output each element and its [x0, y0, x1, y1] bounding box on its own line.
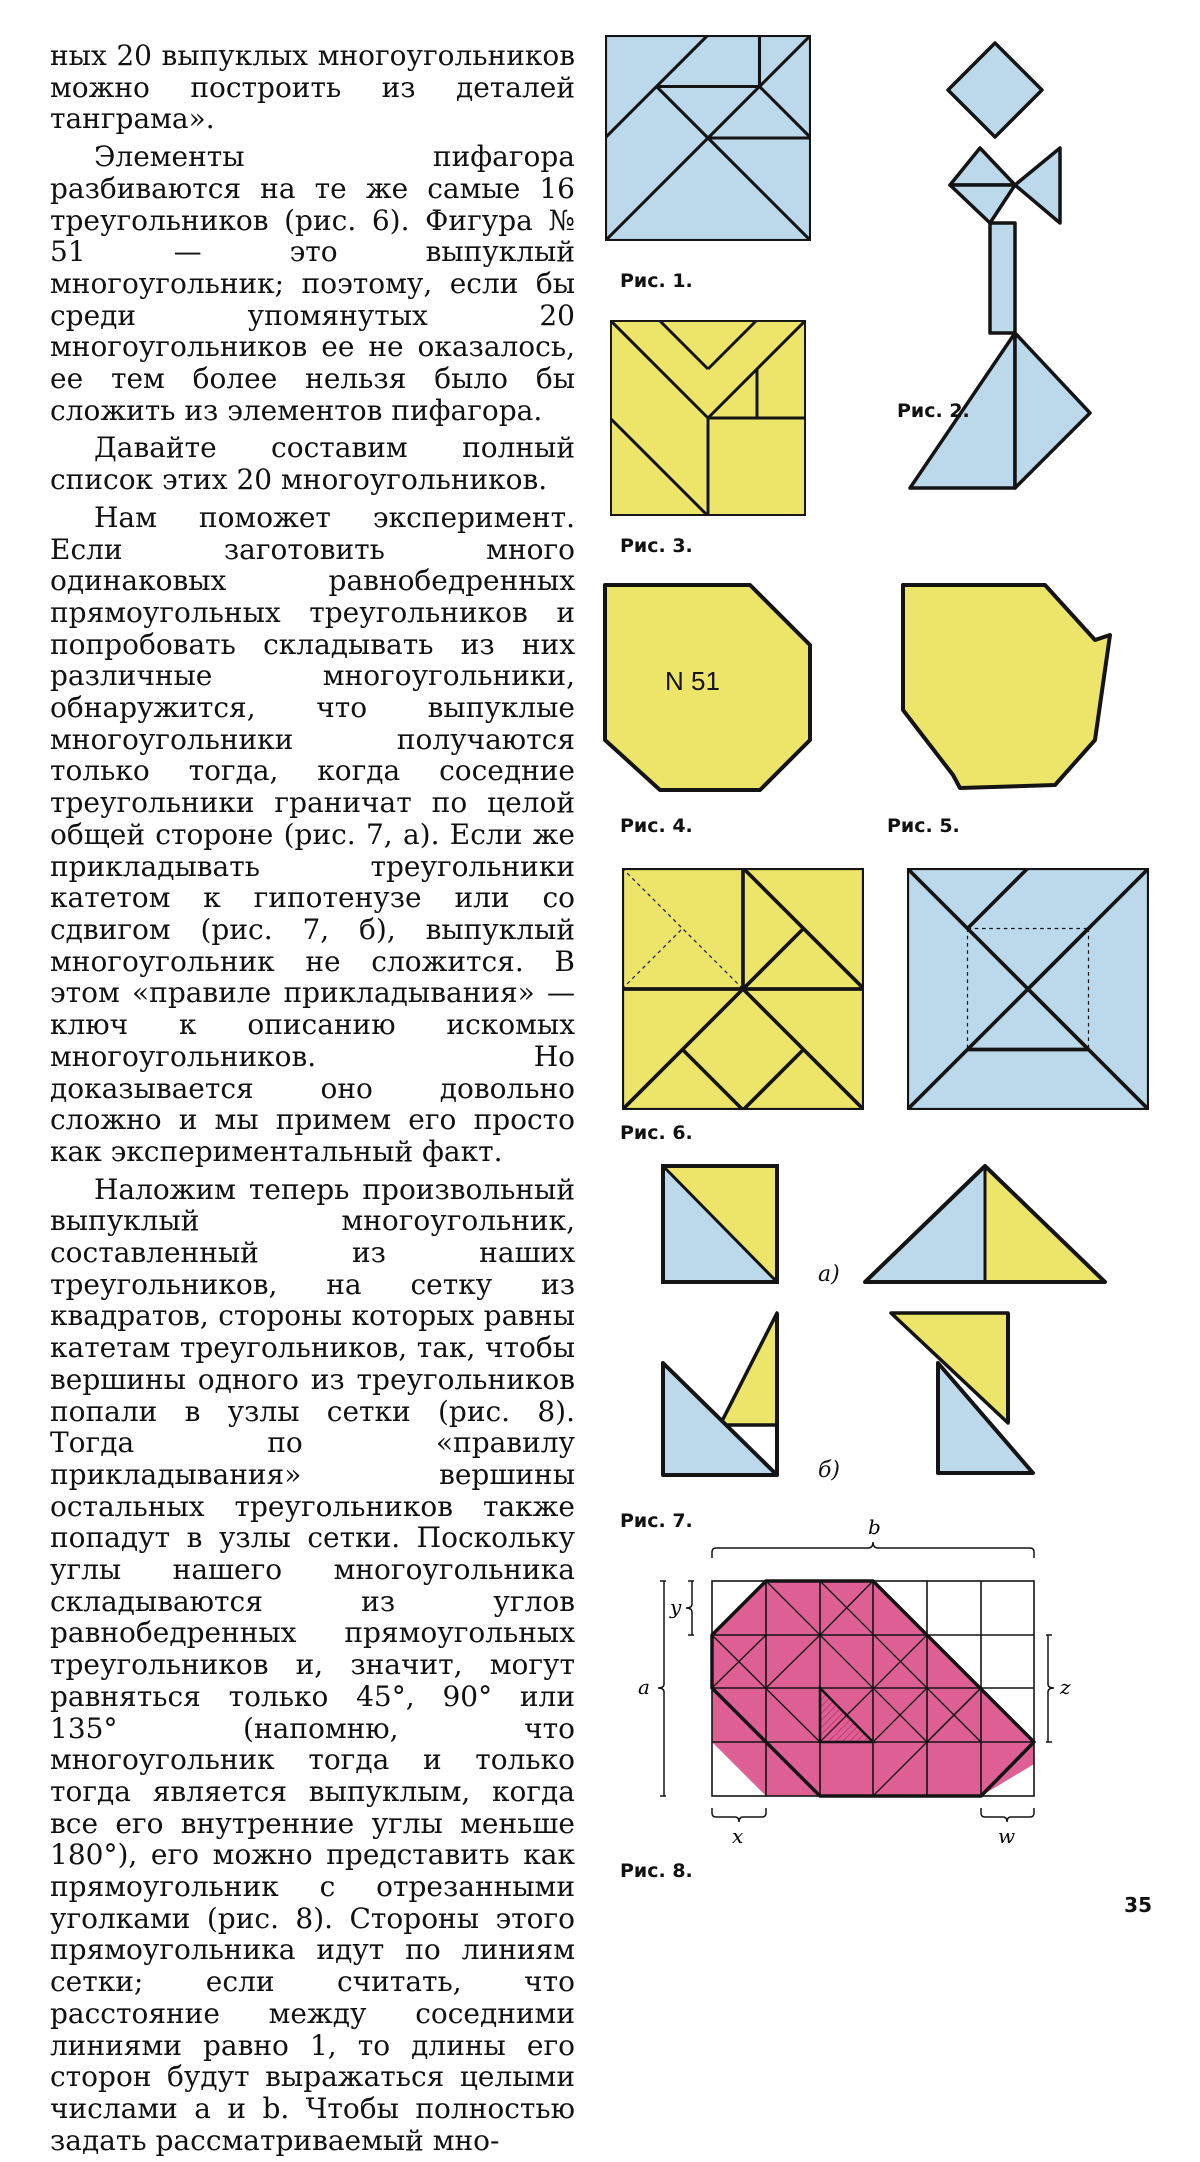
caption-fig3: Рис. 3.: [620, 535, 693, 557]
paragraph: Элементы пифагора разбиваются на те же самые 16 треугольников (рис. 6). Фигура № 51 — это выпуклый многоугольник; поэтому, если бы среди упомянутых 20 многоугольников ее не оказалось, ее тем более нельзя было бы сложить из элементов пифагора.: [50, 140, 575, 427]
paragraph: ных 20 выпуклых многоугольников можно построить из деталей танграма».: [50, 39, 575, 136]
figure-7b-right: [888, 1308, 1038, 1478]
fig7-label-b: б): [818, 1458, 841, 1483]
caption-fig5: Рис. 5.: [887, 815, 960, 837]
fig8-label-x: x: [732, 1824, 744, 1848]
fig7-label-a: а): [818, 1262, 840, 1287]
caption-fig8: Рис. 8.: [620, 1860, 693, 1882]
figure-5-polygon: [895, 580, 1115, 800]
figure-4-polygon-n51: [600, 580, 820, 800]
paragraph: Давайте составим полный список этих 20 многоугольников.: [50, 431, 575, 497]
figure-6-square-yellow: [622, 868, 864, 1110]
fig4-label: N 51: [665, 666, 720, 696]
fig8-label-a: a: [638, 1675, 650, 1699]
caption-fig2: Рис. 2.: [897, 400, 970, 422]
figure-8-grid-polygon: [620, 1518, 1120, 1868]
figure-7b-left: [660, 1308, 782, 1478]
fig8-label-w: w: [998, 1824, 1016, 1848]
caption-fig1: Рис. 1.: [620, 270, 693, 292]
page-number: 35: [1124, 1893, 1152, 1917]
fig8-label-y: y: [670, 1595, 682, 1619]
figure-3-tangram-square: [610, 320, 806, 516]
paragraph: Наложим теперь произвольный выпуклый многоугольник, составленный из наших треугольников, на сетку из квадратов, стороны которых равны катетам треугольников, так, чтобы вершины одного из треугольников попали в узлы сетки (рис. 8). Тогда по «правилу прикладывания» вершины остальных треугольников также попадут в узлы сетки. Поскольку углы нашего многоугольника складываются из углов равнобедренных прямоугольных треугольников и, значит, могут равняться только 45°, 90° или 135° (напомню, что многоугольник тогда и только тогда является выпуклым, когда все его внутренние углы меньше 180°), его можно представить как прямоугольник с отрезанными уголками (рис. 8). Стороны этого прямоугольника идут по линиям сетки; если считать, что расстояние между соседними линиями равно 1, то длины его сторон будут выражаться целыми числами a и b. Чтобы полностью задать рассматриваемый мно-: [50, 1172, 575, 2157]
figure-2-tangram-figure: [895, 38, 1095, 538]
paragraph: Нам поможет эксперимент. Если заготовить много одинаковых равнобедренных прямоугольных треугольников и попробовать складывать из них различные многоугольники, обнаружится, что выпуклые многоугольники получаются только тогда, когда соседние треугольники граничат по целой общей стороне (рис. 7, а). Если же прикладывать треугольники катетом к гипотенузе или со сдвигом (рис. 7, б), выпуклый многоугольник не сложится. В этом «правиле прикладывания» — ключ к описанию искомых многоугольников. Но доказывается оно довольно сложно и мы примем его просто как экспериментальный факт.: [50, 500, 575, 1168]
caption-fig7: Рис. 7.: [620, 1510, 693, 1532]
fig8-label-z: z: [1060, 1675, 1071, 1699]
figure-6-square-blue: [907, 868, 1149, 1110]
figure-7a-triangle: [860, 1162, 1110, 1286]
caption-fig4: Рис. 4.: [620, 815, 693, 837]
caption-fig6: Рис. 6.: [620, 1122, 693, 1144]
figure-1-tangram-square: [605, 35, 811, 241]
figure-7a-square: [660, 1163, 780, 1285]
fig8-label-b: b: [868, 1518, 881, 1539]
body-text: [50, 40, 575, 2162]
